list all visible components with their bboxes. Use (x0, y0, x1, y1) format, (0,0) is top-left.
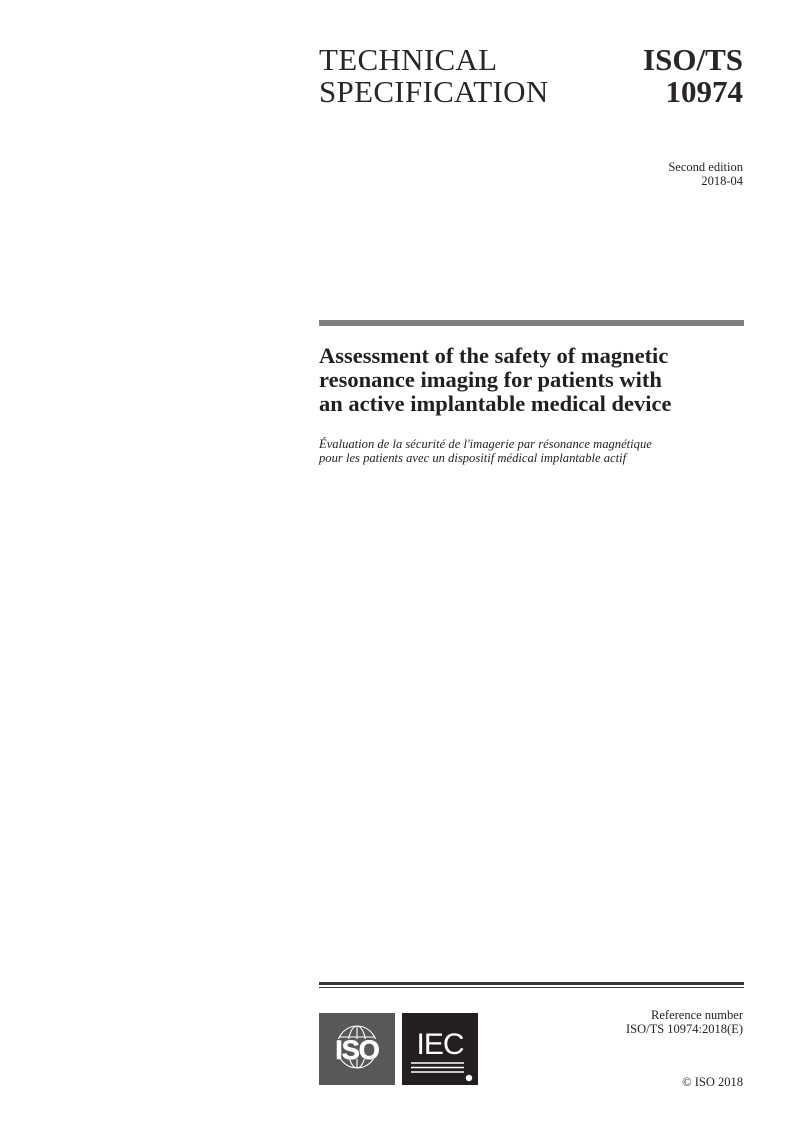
title-line: an active implantable medical device (319, 391, 672, 416)
document-type-line1: TECHNICAL (319, 42, 498, 77)
document-number (643, 44, 743, 108)
iec-dot-icon (466, 1075, 472, 1081)
copyright: © ISO 2018 (682, 1075, 743, 1089)
iec-logo-text: IEC (416, 1028, 464, 1061)
reference-number (626, 1008, 743, 1036)
french-title (319, 437, 749, 465)
document-type-line2: SPECIFICATION (319, 74, 549, 109)
iso-logo (319, 1013, 395, 1085)
document-type (319, 44, 549, 108)
document-title (319, 344, 749, 416)
document-number-line2: 10974 (665, 74, 743, 109)
iec-logo (402, 1013, 478, 1085)
footer-rule-thick (319, 982, 744, 985)
footer-rule-thin (319, 987, 744, 988)
iso-logo-text: ISO (335, 1035, 379, 1065)
title-line: resonance imaging for patients with (319, 367, 662, 392)
french-title-line: pour les patients avec un dispositif médical implantable actif (319, 451, 627, 465)
french-title-line: Évaluation de la sécurité de l'imagerie par résonance magnétique (319, 437, 652, 451)
reference-label: Reference number (651, 1008, 743, 1022)
title-line: Assessment of the safety of magnetic (319, 343, 669, 368)
edition-label: Second edition (668, 160, 743, 174)
edition-info (668, 160, 743, 188)
document-number-line1: ISO/TS (643, 42, 743, 77)
title-rule (319, 320, 744, 326)
reference-value: ISO/TS 10974:2018(E) (625, 1022, 743, 1036)
edition-date: 2018-04 (701, 174, 743, 188)
